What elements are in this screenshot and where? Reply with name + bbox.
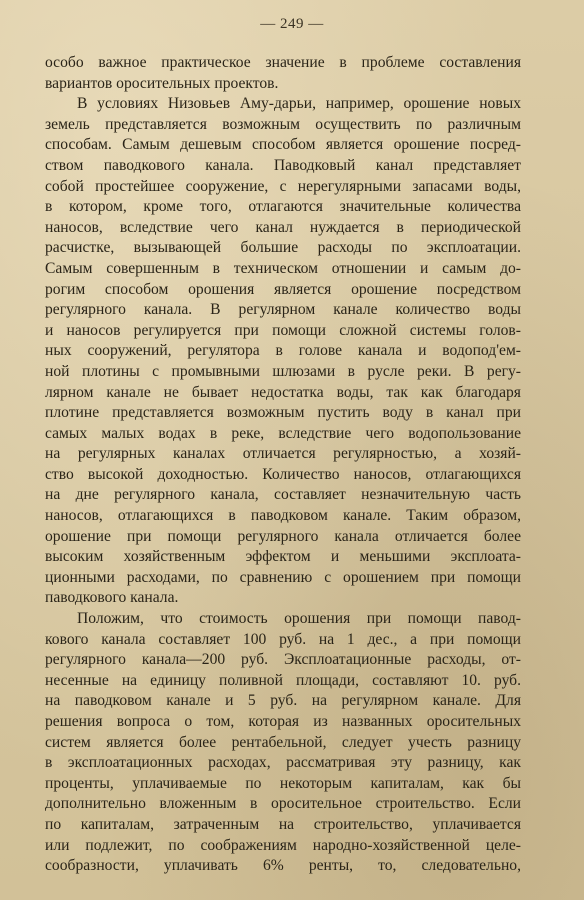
text-line: лярном канале не бывает недостатка воды, так как благодаря (45, 383, 521, 401)
text-line: систем является более рентабельной, следует учесть разницу (45, 733, 521, 751)
text-line: решения вопроса о том, которая из названных оросительных (45, 713, 521, 730)
text-line: и наносов регулируется при помощи сложной системы голов- (45, 321, 521, 339)
text-line: расчистке, вызывающей большие расходы по эксплоатации. (45, 239, 521, 257)
text-line: орошение при помощи регулярного канала отличается более (45, 527, 521, 545)
text-line: вариантов оросительных проектов. (45, 74, 279, 92)
text-line: по капиталам, затраченным на строительство, уплачивается (45, 815, 521, 833)
text-line: проценты, уплачиваемые по некоторым капиталам, как бы (45, 774, 521, 792)
text-line: высоким хозяйственным эффектом и меньшими эксплоата- (45, 548, 521, 566)
text-line: способам. Самым дешевым способом является орошение посред- (45, 136, 521, 154)
text-line: кового канала составляет 100 руб. на 1 дес., а при помощи (45, 630, 521, 648)
text-line: собой простейшее сооружение, с нерегулярными запасами воды, (45, 177, 521, 195)
text-line: наносов, отлагающихся в паводковом канале. Таким образом, (45, 507, 521, 525)
page-number: — 249 — (260, 16, 324, 32)
text-line: регулярного канала—200 руб. Эксплоатационные расходы, от- (45, 651, 521, 669)
text-line: наносов, вследствие чего канал нуждается в периодической (45, 218, 521, 236)
text-line: Самым совершенным в техническом отношении и самым до- (45, 259, 521, 277)
text-line: на регулярных каналах отличается регулярностью, а хозяй- (45, 445, 521, 463)
text-line: рогим способом орошения является орошение посредством (45, 280, 521, 298)
text-line: регулярного канала. В регулярном канале количество воды (45, 301, 521, 319)
text-line: Положим, что стоимость орошения при помощи павод- (77, 610, 521, 628)
text-line: или подлежит, по соображениям народно-хозяйственной целе- (45, 836, 521, 854)
text-line: ционными расходами, по сравнению с орошением при помощи (45, 568, 521, 586)
page-text (45, 53, 521, 877)
text-line: особо важное практическое значение в проблеме составления (45, 54, 521, 71)
text-line: в эксплоатационных расходах, рассматривая эту разницу, как (45, 754, 521, 772)
text-line: земель представляется возможным осуществить по различным (45, 115, 521, 133)
text-line: самых малых водах в реке, вследствие чего водопользование (45, 424, 521, 442)
text-line: на дне регулярного канала, составляет незначительную часть (45, 486, 521, 504)
text-line: ство высокой доходностью. Количество наносов, отлагающихся (45, 465, 521, 483)
text-line: плотине представляется возможным пустить воду в канал при (45, 404, 521, 422)
text-line: В условиях Низовьев Аму-дарьи, например, орошение новых (77, 95, 521, 113)
text-line: на паводковом канале и 5 руб. на регулярном канале. Для (45, 692, 521, 710)
text-line: паводкового канала. (45, 589, 179, 607)
text-line: дополнительно вложенным в оросительное строительство. Если (45, 795, 521, 813)
text-line: ством паводкового канала. Паводковый канал представляет (45, 156, 521, 174)
text-line: в котором, кроме того, отлагаются значительные количества (45, 198, 521, 216)
text-line: ных сооружений, регулятора в голове канала и водопод'ем- (45, 342, 521, 360)
text-line: сообразности, уплачивать 6% ренты, то, следовательно, (45, 857, 521, 875)
text-line: ной плотины с промывными шлюзами в русле реки. В регу- (45, 362, 521, 380)
text-line: несенные на единицу поливной площади, составляют 10. руб. (45, 671, 521, 689)
